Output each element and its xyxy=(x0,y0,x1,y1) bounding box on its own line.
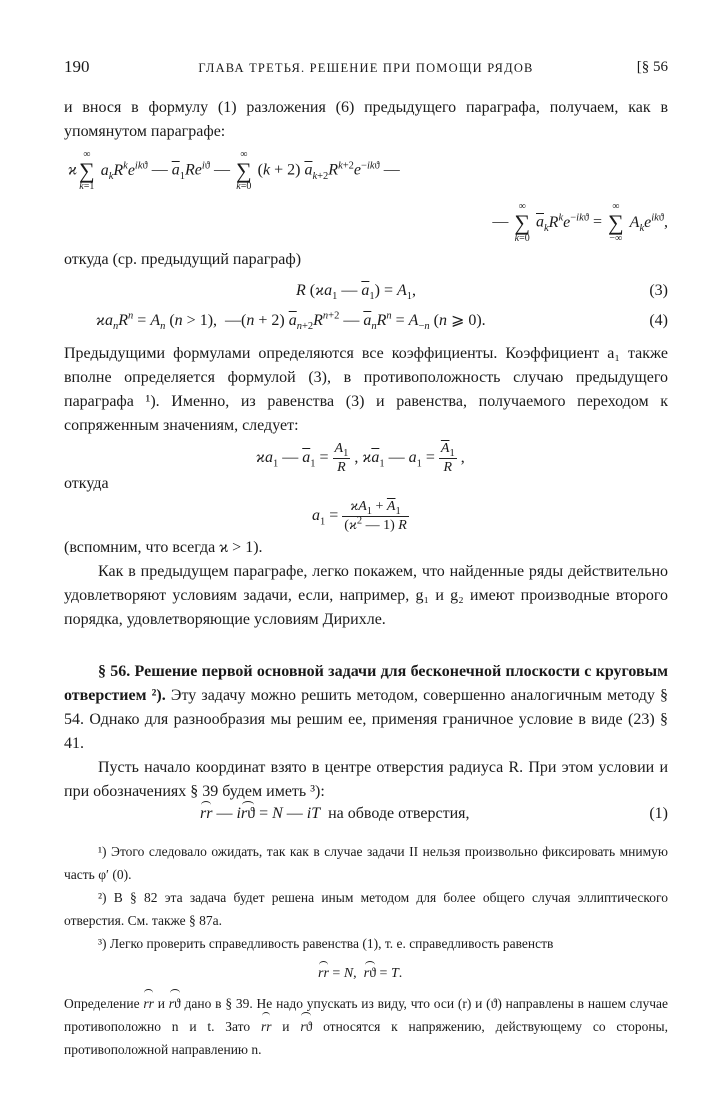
conjugate-equations: $ϰa_1$ — $\overline{a}_1$ = $\frac{A_1}{R}$ , $ϰ\overline{a}_1$ — $a_1$ = $\frac{\overline{A}_1}{R}$ , xyxy=(256,441,465,475)
footnote-3-equation: rr = N, rϑ = T. xyxy=(318,964,402,984)
running-header xyxy=(64,55,668,77)
paragraph-coordinates: Пусть начало координат взято в центре отверстия радиуса R. При этом условии и при обозначениях § 39 будем иметь ³): xyxy=(64,759,668,800)
intro-paragraph: и внося в формулу (1) разложения (6) предыдущего параграфа, получаем, как в упомянутом параграфе: xyxy=(64,99,668,140)
paragraph-convergence: Как в предыдущем параграфе, легко покажем, что найденные ряды действительно удовлетворяют условиям задачи, если, например, g₁ и g₂ имеют производные второго порядка, удовлетворяющие условиям Дирихле. xyxy=(64,563,668,628)
series-equation-line-1: ϰ∞ ∑ k=1 $a_kR^ke^{ikϑ}$ — $\overline{a}_1Re^{iϑ}$ — ∞ ∑ k=0 (k + 2) $\overline{a}_{k+2}R^{k+2}e^{-ikϑ}$ — xyxy=(68,149,400,192)
otkuda-line-1: откуда (ср. предыдущий параграф) xyxy=(64,251,302,268)
section-text: Эту задачу можно решить методом, совершенно аналогичным методу § 54. Однако для разнообразия мы решим ее, применяя граничное условие в виде (23) § 41. xyxy=(64,687,669,752)
footnote-3-continuation: Определение rr и rϑ дано в § 39. Не надо упускать из виду, что оси (r) и (ϑ) направлены в нашем случае противоположно n и t. Зато rr и rϑ относятся к напряжению, действующему со стороны, противоположной направлению n. xyxy=(64,992,668,1061)
section-mark: [§ 56 xyxy=(636,59,668,75)
section-56 xyxy=(64,660,668,756)
running-title: ГЛАВА ТРЕТЬЯ. РЕШЕНИЕ ПРИ ПОМОЩИ РЯДОВ xyxy=(198,61,534,75)
equation-3: R ($ϰa_1$ — $\overline{a}_1) = A_1$, xyxy=(296,282,416,303)
recall-line: (вспомним, что всегда ϰ > 1). xyxy=(64,539,263,556)
a1-formula: $a_1$ = $\frac{ϰA_1 + \overline{A}_1}{(ϰ^2 — 1) R}$ xyxy=(312,499,407,533)
footnote-2: ²) В § 82 эта задача будет решена иным методом для более общего случая эллиптического отверстия. См. также § 87а. xyxy=(64,890,668,928)
section-heading: § 56. Решение первой основной задачи для бесконечной плоскости с круговым отверстием ²). xyxy=(64,663,668,704)
equation-4-label: (4) xyxy=(649,312,668,329)
footnote-1: ¹) Этого следовало ожидать, так как в случае задачи II нельзя произвольно фиксировать мнимую часть φ′ (0). xyxy=(64,844,668,882)
series-equation-line-2: — ∞ ∑ k=0 $\overline{a}_kR^ke^{-ikϑ}$ = ∞ ∑ −∞ $A_ke^{ikϑ}$, xyxy=(492,201,668,244)
otkuda-line-2: откуда xyxy=(64,475,109,492)
equation-3-label: (3) xyxy=(649,282,668,299)
boundary-condition: rr — irϑ = N — iT на обводе отверстия, xyxy=(200,805,470,822)
equation-4: $ϰa_nR^n = A_n$ (n > 1), —(n + 2) $\overline{a}_{n+2}R^{n+2}$ — $\overline{a}_nR^n = A_{-n}$ (n ⩾ 0). xyxy=(96,310,486,333)
footnote-3: ³) Легко проверить справедливость равенства (1), т. е. справедливость равенств xyxy=(98,936,554,951)
boundary-text: на обводе отверстия, xyxy=(328,805,470,822)
paragraph-coefficients: Предыдущими формулами определяются все коэффициенты. Коэффициент a₁ также вполне определяется формулой (3), в противоположность случаю предыдущего параграфа ¹). Именно, из равенства (3) и равенства, получаемого переходом к сопряженным значениям, следует: xyxy=(64,345,668,434)
page-number: 190 xyxy=(64,57,90,76)
equation-1-label: (1) xyxy=(649,805,668,822)
